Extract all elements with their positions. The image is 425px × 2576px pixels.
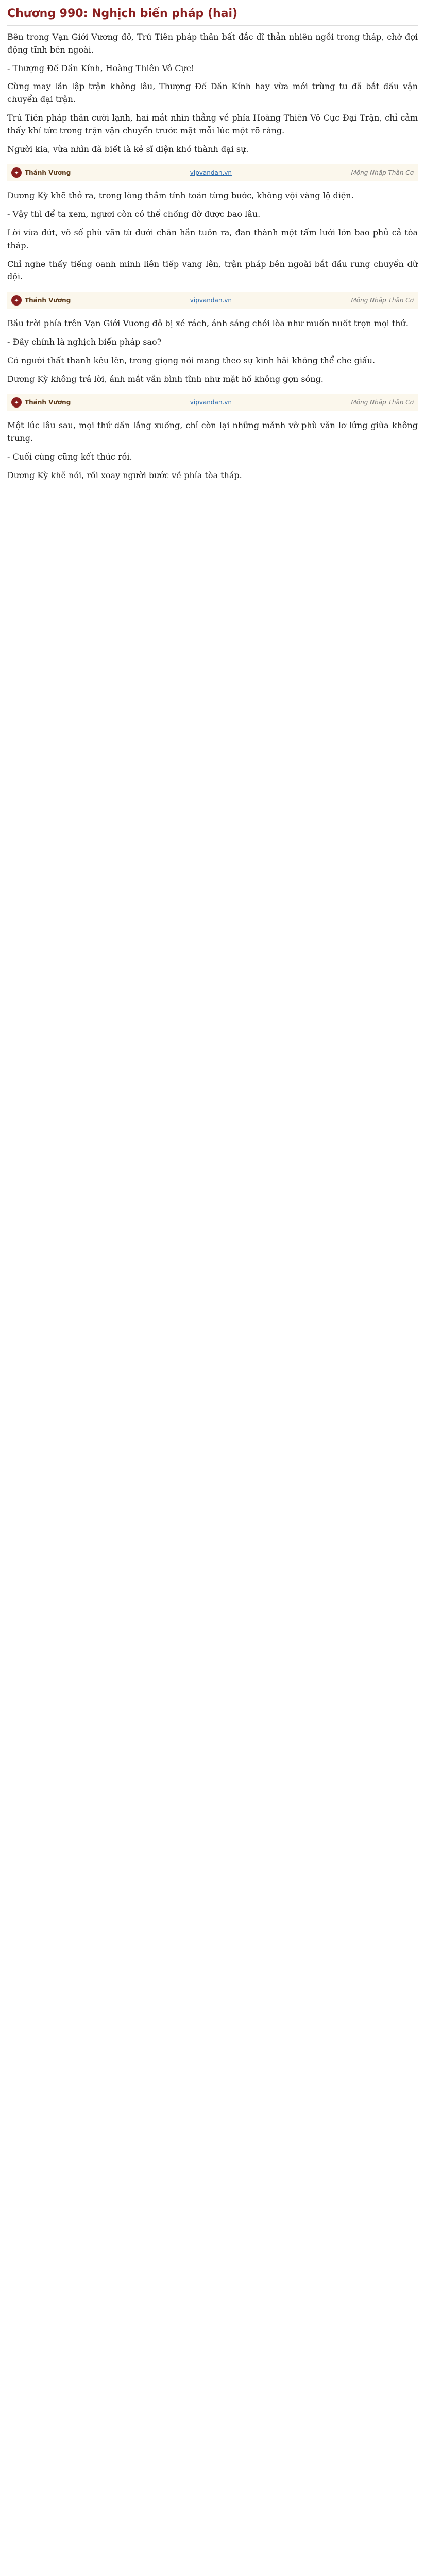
site-logo-icon: ✦ [11, 397, 22, 408]
text-section [7, 31, 418, 156]
divider-left [11, 397, 71, 408]
paragraph: Một lúc lâu sau, mọi thứ dần lắng xuống, chỉ còn lại những mảnh vỡ phù văn lơ lửng giữa không trung. [7, 420, 418, 444]
paragraph: Người kia, vừa nhìn đã biết là kẻ sĩ diện khó thành đại sự. [7, 144, 249, 154]
paragraph: Chỉ nghe thấy tiếng oanh minh liên tiếp vang lên, trận pháp bên ngoài bắt đầu rung chuyển dữ dội. [7, 259, 418, 282]
divider-right-text: Mộng Nhập Thần Cơ [351, 399, 414, 406]
paragraph: Có người thất thanh kêu lên, trong giọng nói mang theo sự kinh hãi không thể che giấu. [7, 355, 376, 365]
watermark-divider [7, 394, 418, 411]
paragraph: - Đây chính là nghịch biến pháp sao? [7, 336, 162, 347]
chapter-page [0, 0, 425, 482]
paragraph: Bầu trời phía trên Vạn Giới Vương đô bị xé rách, ánh sáng chói lòa như muốn nuốt trọn mọi thứ. [7, 318, 409, 329]
site-link[interactable]: vipvandan.vn [190, 399, 232, 406]
text-section [7, 190, 418, 283]
paragraph: - Cuối cùng cũng kết thúc rồi. [7, 451, 132, 462]
paragraph: Dương Kỳ khẽ thở ra, trong lòng thầm tính toán từng bước, không vội vàng lộ diện. [7, 191, 354, 201]
divider-right-text: Mộng Nhập Thần Cơ [351, 297, 414, 304]
site-link[interactable]: vipvandan.vn [190, 297, 232, 304]
text-section [7, 317, 418, 385]
site-link[interactable]: vipvandan.vn [190, 169, 232, 177]
chapter-content [7, 31, 418, 482]
divider-left [11, 167, 71, 178]
divider-left-text: Thánh Vương [25, 399, 71, 406]
text-section [7, 419, 418, 482]
divider-left-text: Thánh Vương [25, 297, 71, 304]
paragraph: Dương Kỳ khẽ nói, rồi xoay người bước về phía tòa tháp. [7, 470, 242, 480]
divider-right-text: Mộng Nhập Thần Cơ [351, 169, 414, 177]
site-logo-icon: ✦ [11, 167, 22, 178]
divider-left-text: Thánh Vương [25, 169, 71, 177]
paragraph: - Thượng Đế Dần Kính, Hoàng Thiên Vô Cực! [7, 63, 195, 73]
paragraph: - Vậy thì để ta xem, ngươi còn có thể chống đỡ được bao lâu. [7, 209, 261, 219]
site-logo-icon: ✦ [11, 295, 22, 306]
chapter-title: Chương 990: Nghịch biến pháp (hai) [7, 0, 418, 26]
paragraph: Trú Tiên pháp thân cười lạnh, hai mắt nhìn thẳng về phía Hoàng Thiên Vô Cực Đại Trận, chỉ cảm thấy khí tức trong trận vận chuyển trước mặt mỗi lúc một rõ ràng. [7, 112, 418, 135]
paragraph: Cùng may lần lập trận không lâu, Thượng Đế Dần Kính hay vừa mới trùng tu đã bắt đầu vận chuyển đại trận. [7, 81, 418, 105]
paragraph: Lời vừa dứt, vô số phù văn từ dưới chân hắn tuôn ra, đan thành một tấm lưới lớn bao phủ cả tòa tháp. [7, 227, 418, 250]
paragraph: Bên trong Vạn Giới Vương đô, Trú Tiên pháp thân bất đắc dĩ thản nhiên ngồi trong tháp, chờ đợi động tĩnh bên ngoài. [7, 32, 418, 55]
divider-left [11, 295, 71, 306]
watermark-divider [7, 292, 418, 309]
paragraph: Dương Kỳ không trả lời, ánh mắt vẫn bình tĩnh như mặt hồ không gợn sóng. [7, 374, 324, 384]
watermark-divider [7, 164, 418, 181]
